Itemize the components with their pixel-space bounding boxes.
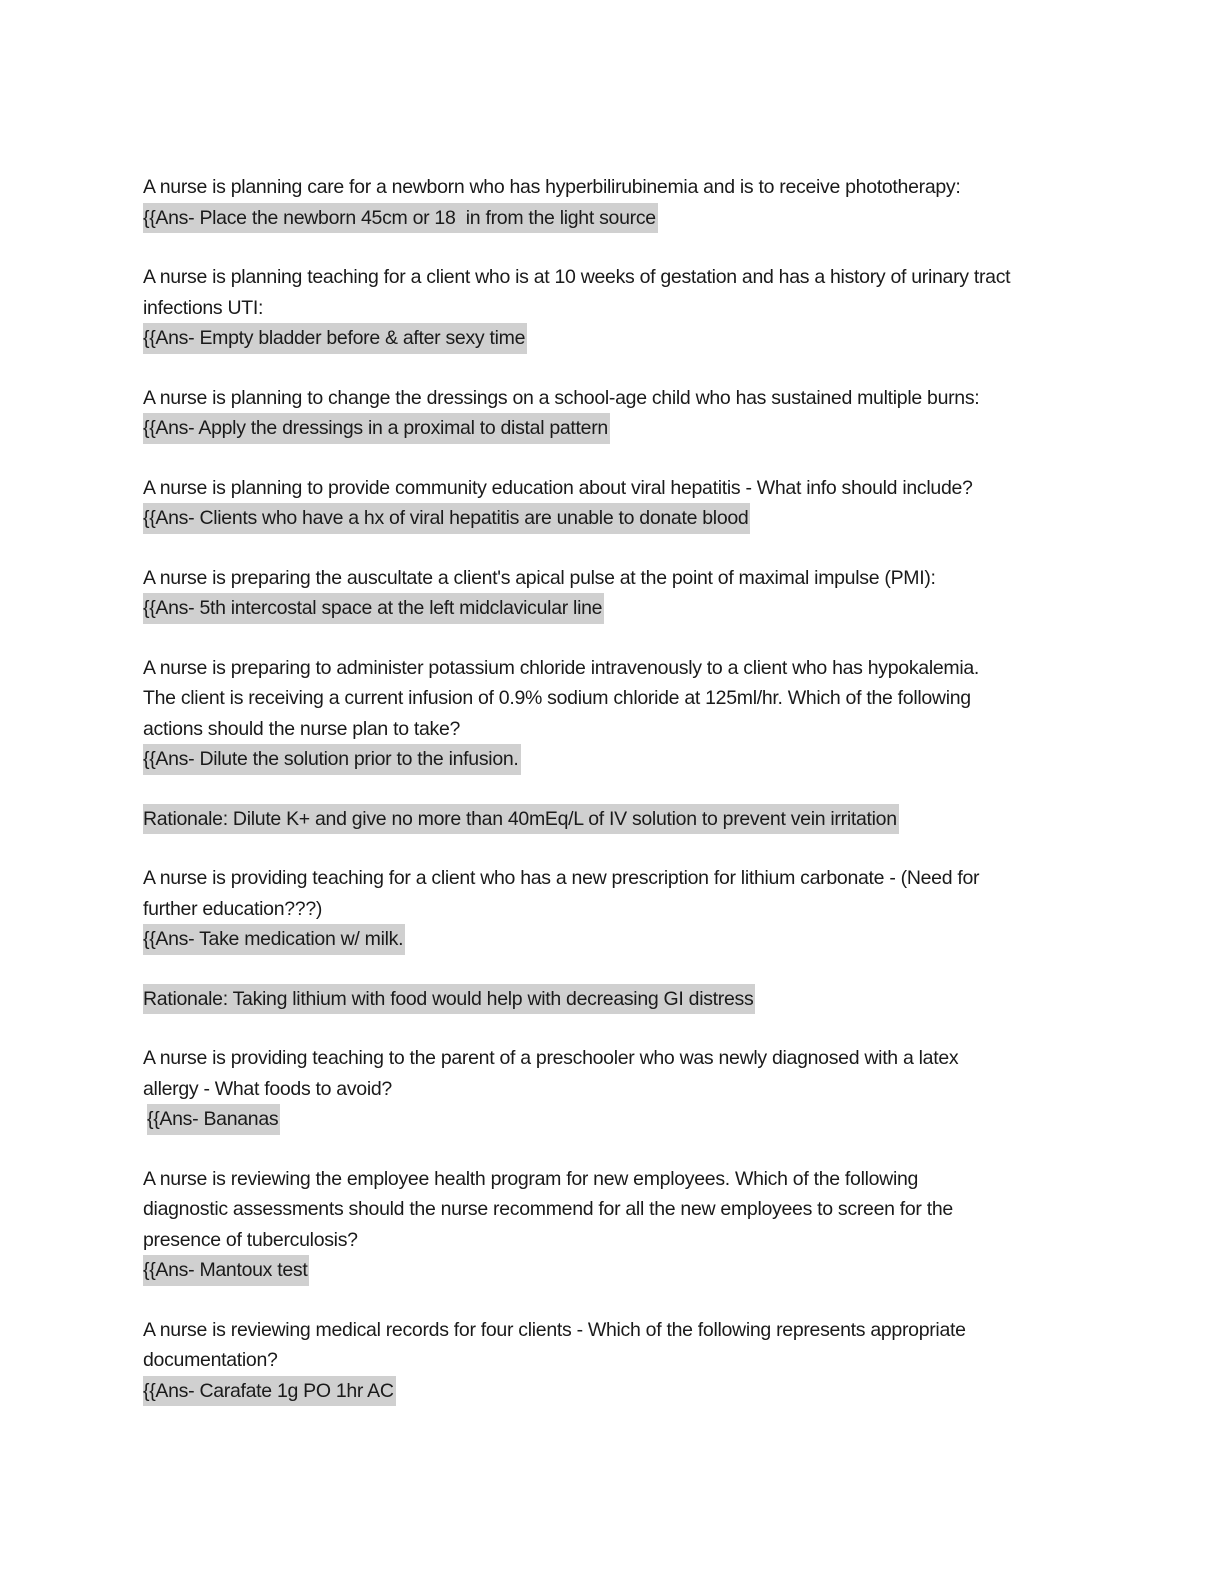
question-line: A nurse is planning teaching for a client who is at 10 weeks of gestation and has a history of urinary tract bbox=[143, 266, 1011, 288]
qa-item bbox=[143, 653, 1078, 775]
question-line: diagnostic assessments should the nurse recommend for all the new employees to screen for the bbox=[143, 1198, 953, 1220]
qa-item bbox=[143, 172, 1078, 233]
answer-highlight: {{Ans- Carafate 1g PO 1hr AC bbox=[143, 1376, 396, 1407]
question-line: A nurse is reviewing the employee health program for new employees. Which of the following bbox=[143, 1167, 919, 1190]
question-line: A nurse is planning care for a newborn who has hyperbilirubinemia and is to receive phototherapy: bbox=[143, 176, 961, 198]
rationale-highlight: Rationale: Dilute K+ and give no more than 40mEq/L of IV solution to prevent vein irritation bbox=[143, 804, 899, 835]
question-line: A nurse is planning to provide community education about viral hepatitis - What info should include? bbox=[143, 476, 973, 499]
answer-highlight: {{Ans- Place the newborn 45cm or 18 in from the light source bbox=[143, 203, 658, 234]
question-line: A nurse is preparing the auscultate a client's apical pulse at the point of maximal impulse (PMI): bbox=[143, 566, 936, 589]
question-line: actions should the nurse plan to take? bbox=[143, 717, 461, 740]
answer-highlight: {{Ans- Dilute the solution prior to the infusion. bbox=[143, 744, 521, 775]
qa-item bbox=[143, 863, 1078, 955]
rationale-item bbox=[143, 804, 1078, 835]
answer-highlight: {{Ans- 5th intercostal space at the left midclavicular line bbox=[143, 593, 604, 624]
answer-highlight: {{Ans- Bananas bbox=[147, 1104, 280, 1135]
qa-item bbox=[143, 563, 1078, 624]
qa-item bbox=[143, 383, 1078, 444]
question-line: further education???) bbox=[143, 897, 323, 920]
rationale-item bbox=[143, 984, 1078, 1015]
qa-item bbox=[143, 262, 1078, 354]
answer-highlight: {{Ans- Clients who have a hx of viral hepatitis are unable to donate blood bbox=[143, 503, 750, 534]
question-line: documentation? bbox=[143, 1349, 278, 1371]
question-line: A nurse is reviewing medical records for four clients - Which of the following represents appropriate bbox=[143, 1318, 966, 1341]
qa-item bbox=[143, 1043, 1078, 1135]
qa-item bbox=[143, 473, 1078, 534]
question-line: infections UTI: bbox=[143, 296, 264, 319]
answer-highlight: {{Ans- Mantoux test bbox=[143, 1255, 309, 1286]
qa-item bbox=[143, 1315, 1078, 1407]
question-line: A nurse is providing teaching for a client who has a new prescription for lithium carbonate - (Need for bbox=[143, 867, 980, 889]
answer-highlight: {{Ans- Take medication w/ milk. bbox=[143, 924, 405, 955]
rationale-highlight: Rationale: Taking lithium with food would help with decreasing GI distress bbox=[143, 984, 755, 1015]
question-line: presence of tuberculosis? bbox=[143, 1228, 358, 1251]
document-page bbox=[143, 172, 1078, 1435]
answer-highlight: {{Ans- Empty bladder before & after sexy time bbox=[143, 323, 527, 354]
question-line: A nurse is preparing to administer potassium chloride intravenously to a client who has hypokalemia. bbox=[143, 656, 980, 679]
answer-highlight: {{Ans- Apply the dressings in a proximal to distal pattern bbox=[143, 413, 610, 444]
question-line: The client is receiving a current infusion of 0.9% sodium chloride at 125ml/hr. Which of the following bbox=[143, 687, 971, 709]
qa-item bbox=[143, 1164, 1078, 1286]
question-line: A nurse is providing teaching to the parent of a preschooler who was newly diagnosed with a latex bbox=[143, 1047, 959, 1069]
question-line: A nurse is planning to change the dressings on a school-age child who has sustained multiple burns: bbox=[143, 386, 980, 409]
question-line: allergy - What foods to avoid? bbox=[143, 1077, 392, 1100]
